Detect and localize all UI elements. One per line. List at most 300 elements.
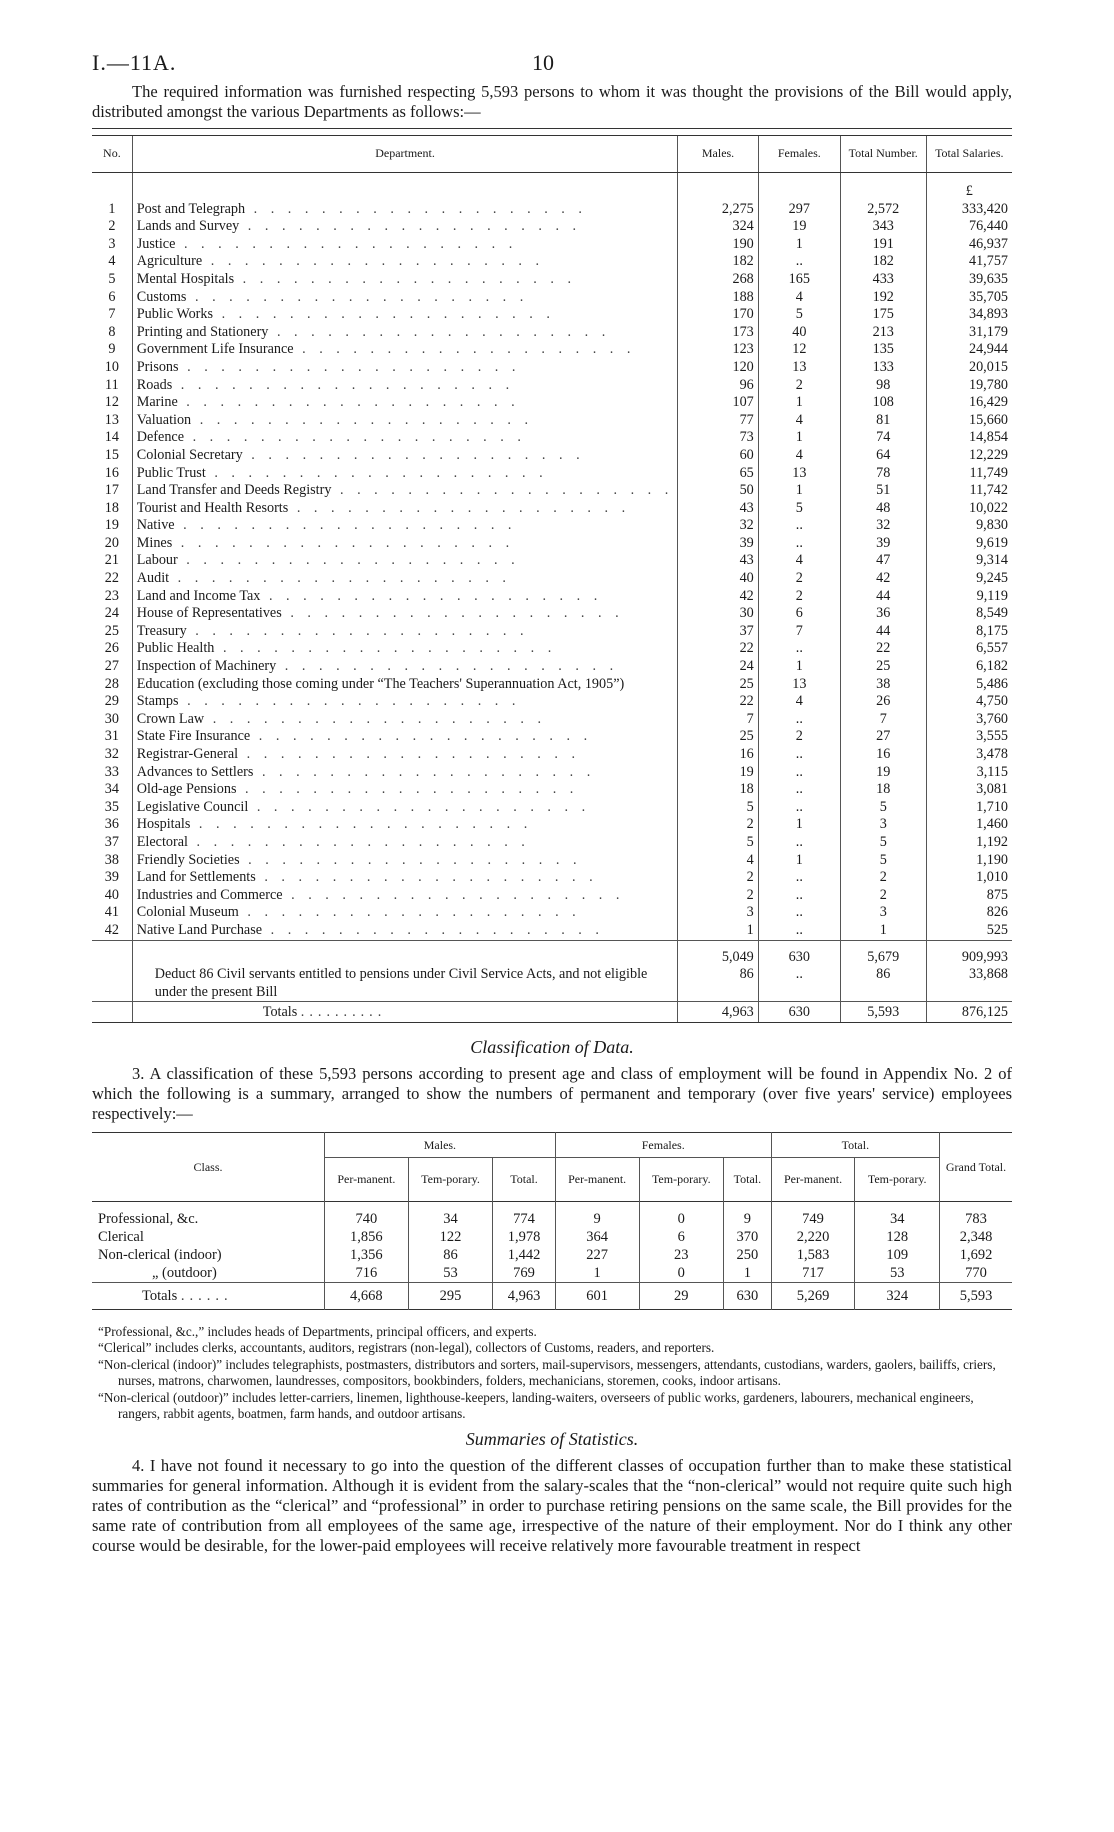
total-salaries-value: 14,854 bbox=[968, 429, 1008, 446]
department-row: 19 Native . . . . . . . . . . . . . . . . . . . . 32 .. 32 9,830 bbox=[92, 517, 1012, 535]
col-total-salaries: Total Salaries. bbox=[926, 136, 1012, 173]
females-value: 165 bbox=[788, 270, 810, 287]
totals-total-salaries: 876,125 bbox=[926, 1002, 1012, 1023]
females-value: 4 bbox=[795, 693, 803, 710]
class-value: 370 bbox=[724, 1228, 772, 1246]
department-row: 30 Crown Law . . . . . . . . . . . . . . . . . . . . 7 .. 7 3,760 bbox=[92, 711, 1012, 729]
females-value: 2 bbox=[795, 570, 803, 587]
classification-row bbox=[92, 1201, 1012, 1228]
department-table bbox=[92, 135, 1012, 1023]
class-value: 53 bbox=[855, 1264, 940, 1283]
paper-reference: I.—11A. bbox=[92, 50, 177, 75]
males-value: 22 bbox=[739, 640, 754, 657]
males-value: 5 bbox=[746, 798, 754, 815]
class-value: 716 bbox=[325, 1264, 409, 1283]
col-females-total: Total. bbox=[724, 1157, 772, 1201]
class-value: 1 bbox=[555, 1264, 639, 1283]
class-value: 250 bbox=[724, 1246, 772, 1264]
class-value: 34 bbox=[408, 1201, 493, 1228]
totals-label: Totals bbox=[262, 1004, 298, 1021]
total-salaries-value: 3,555 bbox=[976, 728, 1008, 745]
row-number: 38 bbox=[104, 851, 119, 868]
total-salaries-value: 41,757 bbox=[968, 253, 1008, 270]
class-value: 227 bbox=[555, 1246, 639, 1264]
col-total-number: Total Number. bbox=[840, 136, 926, 173]
males-value: 96 bbox=[739, 376, 754, 393]
row-number: 28 bbox=[104, 675, 119, 692]
total-salaries-value: 3,760 bbox=[976, 710, 1008, 727]
document-page bbox=[92, 40, 1012, 1556]
row-number: 41 bbox=[104, 904, 119, 921]
row-number: 31 bbox=[104, 728, 119, 745]
department-row: 15 Colonial Secretary . . . . . . . . . . . . . . . . . . . . 60 4 64 12,229 bbox=[92, 447, 1012, 465]
cls-total-cell: 4,668 bbox=[325, 1282, 409, 1309]
row-number: 5 bbox=[108, 270, 116, 287]
department-row: 42 Native Land Purchase . . . . . . . . . . . . . . . . . . . . 1 .. 1 525 bbox=[92, 922, 1012, 940]
row-number: 35 bbox=[104, 798, 119, 815]
department-row: 14 Defence . . . . . . . . . . . . . . . . . . . . 73 1 74 14,854 bbox=[92, 429, 1012, 447]
males-value: 2 bbox=[746, 816, 754, 833]
col-males: Males. bbox=[678, 136, 758, 173]
males-value: 3 bbox=[746, 904, 754, 921]
classification-row bbox=[92, 1264, 1012, 1283]
total-number-value: 3 bbox=[879, 816, 887, 833]
department-name: Registrar-General bbox=[136, 746, 239, 762]
total-number-value: 133 bbox=[872, 358, 894, 375]
total-number-value: 135 bbox=[872, 341, 894, 358]
department-row: 23 Land and Income Tax . . . . . . . . . . . . . . . . . . . . 42 2 44 9,119 bbox=[92, 588, 1012, 606]
males-value: 5 bbox=[746, 833, 754, 850]
class-value: 1,356 bbox=[325, 1246, 409, 1264]
department-name: Crown Law bbox=[136, 710, 205, 727]
cls-total-cell: 601 bbox=[555, 1282, 639, 1309]
department-row: 8 Printing and Stationery . . . . . . . . . . . . . . . . . . . . 173 40 213 31,179 bbox=[92, 324, 1012, 342]
class-value: 6 bbox=[639, 1228, 724, 1246]
summaries-heading: Summaries of Statistics. bbox=[465, 1428, 639, 1449]
department-row: 18 Tourist and Health Resorts . . . . . . . . . . . . . . . . . . . . 43 5 48 10,022 bbox=[92, 500, 1012, 518]
department-row: 12 Marine . . . . . . . . . . . . . . . . . . . . 107 1 108 16,429 bbox=[92, 394, 1012, 412]
total-salaries-value: 9,245 bbox=[976, 570, 1008, 587]
total-number-value: 74 bbox=[876, 429, 891, 446]
class-value: 0 bbox=[639, 1201, 724, 1228]
department-row: 34 Old-age Pensions . . . . . . . . . . . . . . . . . . . . 18 .. 18 3,081 bbox=[92, 781, 1012, 799]
department-name: Colonial Museum bbox=[136, 904, 239, 921]
department-name: Agriculture bbox=[136, 253, 203, 270]
department-row: 10 Prisons . . . . . . . . . . . . . . . . . . . . 120 13 133 20,015 bbox=[92, 359, 1012, 377]
department-name: Land for Settlements bbox=[136, 869, 256, 886]
total-salaries-value: 1,460 bbox=[976, 816, 1008, 833]
total-salaries-value: 1,192 bbox=[976, 833, 1008, 850]
footnote-non-clerical-indoor: “Non-clerical (indoor)” includes telegraphists, postmasters, distributors and sorters, mail-supervisors, messengers, attendants, custodians, warders, gaolers, bailiffs, criers, nurses, matrons, charwomen, laundresses, compositors, bookbinders, folders, mechanicians, storemen, cooks, indoor artisans. bbox=[98, 1356, 996, 1389]
females-value: 7 bbox=[795, 622, 803, 639]
totals-total-number: 5,593 bbox=[840, 1002, 926, 1023]
department-row: 35 Legislative Council . . . . . . . . . . . . . . . . . . . . 5 .. 5 1,710 bbox=[92, 799, 1012, 817]
males-value: 43 bbox=[739, 499, 754, 516]
total-number-value: 192 bbox=[872, 288, 894, 305]
males-value: 120 bbox=[732, 358, 754, 375]
total-number-value: 16 bbox=[876, 746, 891, 762]
row-number: 29 bbox=[104, 693, 119, 710]
total-number-value: 26 bbox=[876, 693, 891, 710]
footnote-clerical: “Clerical” includes clerks, accountants, auditors, registrars (non-legal), collectors of Customs, readers, and reporters. bbox=[98, 1340, 715, 1356]
department-name: Native bbox=[136, 517, 175, 534]
total-salaries-value: 1,010 bbox=[976, 869, 1008, 886]
department-name: Mental Hospitals bbox=[136, 270, 235, 287]
row-number: 24 bbox=[104, 605, 119, 622]
class-value: 1,692 bbox=[940, 1246, 1013, 1264]
class-name: „ (outdoor) bbox=[152, 1264, 217, 1281]
class-value: 109 bbox=[855, 1246, 940, 1264]
department-row: 21 Labour . . . . . . . . . . . . . . . . . . . . 43 4 47 9,314 bbox=[92, 552, 1012, 570]
total-salaries-value: 525 bbox=[986, 921, 1008, 938]
col-grand-total: Grand Total. bbox=[940, 1132, 1013, 1201]
total-salaries-value: 8,175 bbox=[976, 622, 1008, 639]
total-number-value: 191 bbox=[872, 235, 894, 252]
total-number-value: 48 bbox=[876, 499, 891, 516]
females-value: 12 bbox=[792, 341, 807, 358]
total-number-value: 22 bbox=[876, 640, 891, 657]
males-value: 39 bbox=[739, 534, 754, 551]
total-salaries-value: 6,182 bbox=[976, 658, 1008, 675]
males-value: 268 bbox=[732, 270, 754, 287]
row-number: 39 bbox=[104, 869, 119, 886]
females-value: 1 bbox=[795, 816, 803, 833]
cls-total-cell: 324 bbox=[855, 1282, 940, 1309]
row-number: 26 bbox=[104, 640, 119, 657]
department-row: 2 Lands and Survey . . . . . . . . . . . . . . . . . . . . 324 19 343 76,440 bbox=[92, 218, 1012, 236]
department-name: Public Works bbox=[136, 306, 214, 323]
males-value: 170 bbox=[732, 306, 754, 323]
females-value: .. bbox=[795, 886, 803, 903]
col-males-permanent: Per-manent. bbox=[325, 1157, 409, 1201]
department-name: Legislative Council bbox=[136, 798, 249, 815]
class-value: 53 bbox=[408, 1264, 493, 1283]
subtotal-females: 630 bbox=[758, 940, 840, 966]
totals-males: 4,963 bbox=[678, 1002, 758, 1023]
males-value: 2,275 bbox=[721, 200, 754, 217]
total-number-value: 47 bbox=[876, 552, 891, 569]
row-number: 40 bbox=[104, 886, 119, 903]
class-value: 749 bbox=[771, 1201, 855, 1228]
row-number: 30 bbox=[104, 710, 119, 727]
females-value: 4 bbox=[795, 411, 803, 428]
total-number-value: 5 bbox=[879, 833, 887, 850]
total-salaries-value: 39,635 bbox=[968, 270, 1008, 287]
total-number-value: 64 bbox=[876, 446, 891, 463]
department-row: 17 Land Transfer and Deeds Registry . . . . . . . . . . . . . . . . . . . . 50 1 51 11,742 bbox=[92, 482, 1012, 500]
department-row: 9 Government Life Insurance . . . . . . . . . . . . . . . . . . . . 123 12 135 24,944 bbox=[92, 341, 1012, 359]
males-value: 77 bbox=[739, 411, 754, 428]
row-number: 37 bbox=[104, 833, 119, 850]
females-value: .. bbox=[795, 921, 803, 938]
row-number: 17 bbox=[104, 482, 119, 499]
cls-total-cell: 4,963 bbox=[493, 1282, 556, 1309]
females-value: .. bbox=[795, 798, 803, 815]
page-number: 10 bbox=[532, 50, 554, 75]
department-row: 41 Colonial Museum . . . . . . . . . . . . . . . . . . . . 3 .. 3 826 bbox=[92, 904, 1012, 922]
total-salaries-value: 4,750 bbox=[976, 693, 1008, 710]
col-total-permanent: Per-manent. bbox=[771, 1157, 855, 1201]
row-number: 34 bbox=[104, 781, 119, 798]
total-number-value: 2 bbox=[879, 886, 887, 903]
total-number-value: 19 bbox=[876, 763, 891, 780]
cls-total-cell: 5,593 bbox=[940, 1282, 1013, 1309]
row-number: 22 bbox=[104, 570, 119, 587]
department-row: 33 Advances to Settlers . . . . . . . . . . . . . . . . . . . . 19 .. 19 3,115 bbox=[92, 764, 1012, 782]
males-value: 50 bbox=[739, 482, 754, 499]
females-value: 13 bbox=[792, 675, 807, 692]
subtotal-row bbox=[92, 940, 1012, 966]
col-group-total: Total. bbox=[771, 1132, 939, 1157]
total-number-value: 44 bbox=[876, 587, 891, 604]
row-number: 18 bbox=[104, 499, 119, 516]
class-value: 717 bbox=[771, 1264, 855, 1283]
department-name: Customs bbox=[136, 288, 187, 305]
row-number: 19 bbox=[104, 517, 119, 534]
total-number-value: 108 bbox=[872, 394, 894, 411]
department-name: Justice bbox=[136, 235, 176, 252]
females-value: 1 bbox=[795, 851, 803, 868]
department-row: 39 Land for Settlements . . . . . . . . . . . . . . . . . . . . 2 .. 2 1,010 bbox=[92, 869, 1012, 887]
footnotes bbox=[92, 1324, 1012, 1423]
total-salaries-value: 24,944 bbox=[968, 341, 1008, 358]
cls-total-cell: 630 bbox=[724, 1282, 772, 1309]
department-row bbox=[92, 676, 1012, 694]
total-salaries-value: 34,893 bbox=[968, 306, 1008, 323]
row-number: 1 bbox=[108, 200, 116, 217]
department-row: 31 State Fire Insurance . . . . . . . . . . . . . . . . . . . . 25 2 27 3,555 bbox=[92, 728, 1012, 746]
class-value: 1,978 bbox=[493, 1228, 556, 1246]
females-value: .. bbox=[795, 763, 803, 780]
total-salaries-value: 3,115 bbox=[976, 763, 1008, 780]
males-value: 2 bbox=[746, 886, 754, 903]
males-value: 24 bbox=[739, 658, 754, 675]
department-name: Land Transfer and Deeds Registry bbox=[136, 482, 332, 499]
total-number-value: 7 bbox=[879, 710, 887, 727]
class-value: 2,348 bbox=[940, 1228, 1013, 1246]
males-value: 1 bbox=[746, 921, 754, 938]
department-name: Mines bbox=[136, 534, 173, 551]
deduct-row bbox=[92, 966, 1012, 1002]
col-females-temporary: Tem-porary. bbox=[639, 1157, 724, 1201]
department-name: Defence bbox=[136, 429, 185, 446]
class-value: 364 bbox=[555, 1228, 639, 1246]
total-salaries-value: 6,557 bbox=[976, 640, 1008, 657]
row-number: 3 bbox=[108, 235, 116, 252]
row-number: 10 bbox=[104, 358, 119, 375]
males-value: 123 bbox=[732, 341, 754, 358]
footnote-professional: “Professional, &c.,” includes heads of Departments, principal officers, and experts. bbox=[98, 1323, 537, 1339]
total-number-value: 1 bbox=[879, 921, 887, 938]
row-number: 7 bbox=[108, 306, 116, 323]
total-salaries-value: 20,015 bbox=[968, 358, 1008, 375]
females-value: .. bbox=[795, 869, 803, 886]
total-number-value: 81 bbox=[876, 411, 891, 428]
department-name: Native Land Purchase bbox=[136, 921, 263, 938]
females-value: 1 bbox=[795, 482, 803, 499]
department-name: Public Health bbox=[136, 640, 215, 657]
department-name: Land and Income Tax bbox=[136, 587, 261, 604]
col-females-permanent: Per-manent. bbox=[555, 1157, 639, 1201]
males-value: 190 bbox=[732, 235, 754, 252]
males-value: 42 bbox=[739, 587, 754, 604]
total-salaries-value: 3,478 bbox=[976, 746, 1008, 762]
deduct-total-salaries: 33,868 bbox=[926, 966, 1012, 1002]
department-row: 3 Justice . . . . . . . . . . . . . . . . . . . . 190 1 191 46,937 bbox=[92, 236, 1012, 254]
col-class: Class. bbox=[193, 1159, 223, 1174]
females-value: .. bbox=[795, 833, 803, 850]
females-value: 5 bbox=[795, 499, 803, 516]
row-number: 23 bbox=[104, 587, 119, 604]
total-salaries-value: 9,314 bbox=[976, 552, 1008, 569]
col-females: Females. bbox=[758, 136, 840, 173]
department-row: 16 Public Trust . . . . . . . . . . . . . . . . . . . . 65 13 78 11,749 bbox=[92, 465, 1012, 483]
total-salaries-value: 826 bbox=[986, 904, 1008, 921]
total-salaries-value: 46,937 bbox=[968, 235, 1008, 252]
cls-total-cell: 295 bbox=[408, 1282, 493, 1309]
row-number: 2 bbox=[108, 218, 116, 235]
total-number-value: 433 bbox=[872, 270, 894, 287]
class-value: 770 bbox=[940, 1264, 1013, 1283]
department-name: Public Trust bbox=[136, 464, 206, 481]
department-row: 5 Mental Hospitals . . . . . . . . . . . . . . . . . . . . 268 165 433 39,635 bbox=[92, 271, 1012, 289]
row-number: 4 bbox=[108, 253, 116, 270]
total-salaries-value: 19,780 bbox=[968, 376, 1008, 393]
total-number-value: 51 bbox=[876, 482, 891, 499]
males-value: 60 bbox=[739, 446, 754, 463]
males-value: 18 bbox=[739, 781, 754, 798]
classification-table bbox=[92, 1132, 1012, 1310]
row-number: 8 bbox=[108, 323, 116, 340]
totals-row: Totals .......... 4,963 630 5,593 876,125 bbox=[92, 1002, 1012, 1023]
row-number: 9 bbox=[108, 341, 116, 358]
total-salaries-value: 8,549 bbox=[976, 605, 1008, 622]
total-salaries-value: 11,749 bbox=[969, 464, 1008, 481]
footnote-non-clerical-outdoor: “Non-clerical (outdoor)” includes letter-carriers, linemen, lighthouse-keepers, landing-waiters, overseers of public works, gardeners, labourers, mechanical engineers, rangers, rabbit agents, boatmen, farm hands, and outdoor artisans. bbox=[98, 1389, 974, 1422]
deduct-males: 86 bbox=[678, 966, 758, 1002]
total-salaries-value: 11,742 bbox=[969, 482, 1008, 499]
col-males-temporary: Tem-porary. bbox=[408, 1157, 493, 1201]
row-number: 32 bbox=[104, 746, 119, 762]
females-value: 1 bbox=[795, 429, 803, 446]
total-number-value: 38 bbox=[876, 675, 891, 692]
males-value: 65 bbox=[739, 464, 754, 481]
deduct-label: Deduct 86 Civil servants entitled to pensions under Civil Service Acts, and not eligible under the present Bill bbox=[132, 966, 678, 1002]
row-number: 16 bbox=[104, 464, 119, 481]
females-value: .. bbox=[795, 746, 803, 762]
females-value: 13 bbox=[792, 358, 807, 375]
females-value: 2 bbox=[795, 376, 803, 393]
total-salaries-value: 15,660 bbox=[968, 411, 1008, 428]
department-name: Prisons bbox=[136, 358, 179, 375]
department-row: 37 Electoral . . . . . . . . . . . . . . . . . . . . 5 .. 5 1,192 bbox=[92, 834, 1012, 852]
females-value: 297 bbox=[788, 200, 810, 217]
class-value: 1 bbox=[724, 1264, 772, 1283]
total-number-value: 39 bbox=[876, 534, 891, 551]
class-value: 783 bbox=[940, 1201, 1013, 1228]
department-name: State Fire Insurance bbox=[136, 728, 251, 745]
females-value: 1 bbox=[795, 658, 803, 675]
total-number-value: 2,572 bbox=[867, 200, 900, 217]
total-salaries-value: 9,619 bbox=[976, 534, 1008, 551]
females-value: 6 bbox=[795, 605, 803, 622]
page-header bbox=[92, 40, 1012, 76]
class-name: Non-clerical (indoor) bbox=[98, 1246, 222, 1263]
department-name: Audit bbox=[136, 570, 170, 587]
females-value: .. bbox=[795, 517, 803, 534]
total-salaries-value: 76,440 bbox=[968, 218, 1008, 235]
department-name: Tourist and Health Resorts bbox=[136, 499, 289, 516]
totals-females: 630 bbox=[758, 1002, 840, 1023]
department-name: Valuation bbox=[136, 411, 192, 428]
subtotal-total-salaries: 909,993 bbox=[926, 940, 1012, 966]
males-value: 22 bbox=[739, 693, 754, 710]
department-row: 13 Valuation . . . . . . . . . . . . . . . . . . . . 77 4 81 15,660 bbox=[92, 412, 1012, 430]
department-row: 32 Registrar-General . . . . . . . . . . . . . . . . . . . . 16 .. 16 3,478 bbox=[92, 746, 1012, 764]
class-value: 9 bbox=[724, 1201, 772, 1228]
males-value: 188 bbox=[732, 288, 754, 305]
department-name: Roads bbox=[136, 376, 173, 393]
row-number: 21 bbox=[104, 552, 119, 569]
total-number-value: 213 bbox=[872, 323, 894, 340]
department-name: Printing and Stationery bbox=[136, 323, 269, 340]
class-value: 128 bbox=[855, 1228, 940, 1246]
total-number-value: 98 bbox=[876, 376, 891, 393]
department-row: 40 Industries and Commerce . . . . . . . . . . . . . . . . . . . . 2 .. 2 875 bbox=[92, 887, 1012, 905]
males-value: 40 bbox=[739, 570, 754, 587]
class-value: 1,856 bbox=[325, 1228, 409, 1246]
row-number: 33 bbox=[104, 763, 119, 780]
department-name: Advances to Settlers bbox=[136, 763, 254, 780]
classification-row bbox=[92, 1228, 1012, 1246]
total-number-value: 25 bbox=[876, 658, 891, 675]
total-number-value: 32 bbox=[876, 517, 891, 534]
total-salaries-value: 1,710 bbox=[976, 798, 1008, 815]
class-value: 23 bbox=[639, 1246, 724, 1264]
total-number-value: 44 bbox=[876, 622, 891, 639]
females-value: 1 bbox=[795, 394, 803, 411]
department-name: Friendly Societies bbox=[136, 851, 240, 868]
total-salaries-value: 31,179 bbox=[968, 323, 1008, 340]
class-value: 0 bbox=[639, 1264, 724, 1283]
class-name: Clerical bbox=[98, 1228, 144, 1245]
department-row: 1 Post and Telegraph . . . . . . . . . . . . . . . . . . . . 2,275 297 2,572 333,420 bbox=[92, 201, 1012, 219]
total-number-value: 27 bbox=[876, 728, 891, 745]
males-value: 30 bbox=[739, 605, 754, 622]
total-salaries-value: 875 bbox=[986, 886, 1008, 903]
males-value: 37 bbox=[739, 622, 754, 639]
department-name: Stamps bbox=[136, 693, 179, 710]
total-salaries-value: 3,081 bbox=[976, 781, 1008, 798]
females-value: 5 bbox=[795, 306, 803, 323]
class-value: 774 bbox=[493, 1201, 556, 1228]
department-name: Education (excluding those coming under “The Teachers' Superannuation Act, 1905”) bbox=[136, 675, 625, 692]
department-name: Industries and Commerce bbox=[136, 886, 283, 903]
total-number-value: 5 bbox=[879, 851, 887, 868]
department-row: 27 Inspection of Machinery . . . . . . . . . . . . . . . . . . . . 24 1 25 6,182 bbox=[92, 658, 1012, 676]
currency-symbol: £ bbox=[926, 173, 1012, 201]
class-value: 2,220 bbox=[771, 1228, 855, 1246]
total-number-value: 182 bbox=[872, 253, 894, 270]
department-row: 25 Treasury . . . . . . . . . . . . . . . . . . . . 37 7 44 8,175 bbox=[92, 623, 1012, 641]
males-value: 16 bbox=[739, 746, 754, 762]
department-row: 7 Public Works . . . . . . . . . . . . . . . . . . . . 170 5 175 34,893 bbox=[92, 306, 1012, 324]
total-number-value: 36 bbox=[876, 605, 891, 622]
deduct-total-number: 86 bbox=[840, 966, 926, 1002]
class-value: 1,583 bbox=[771, 1246, 855, 1264]
females-value: 4 bbox=[795, 446, 803, 463]
row-number: 14 bbox=[104, 429, 119, 446]
